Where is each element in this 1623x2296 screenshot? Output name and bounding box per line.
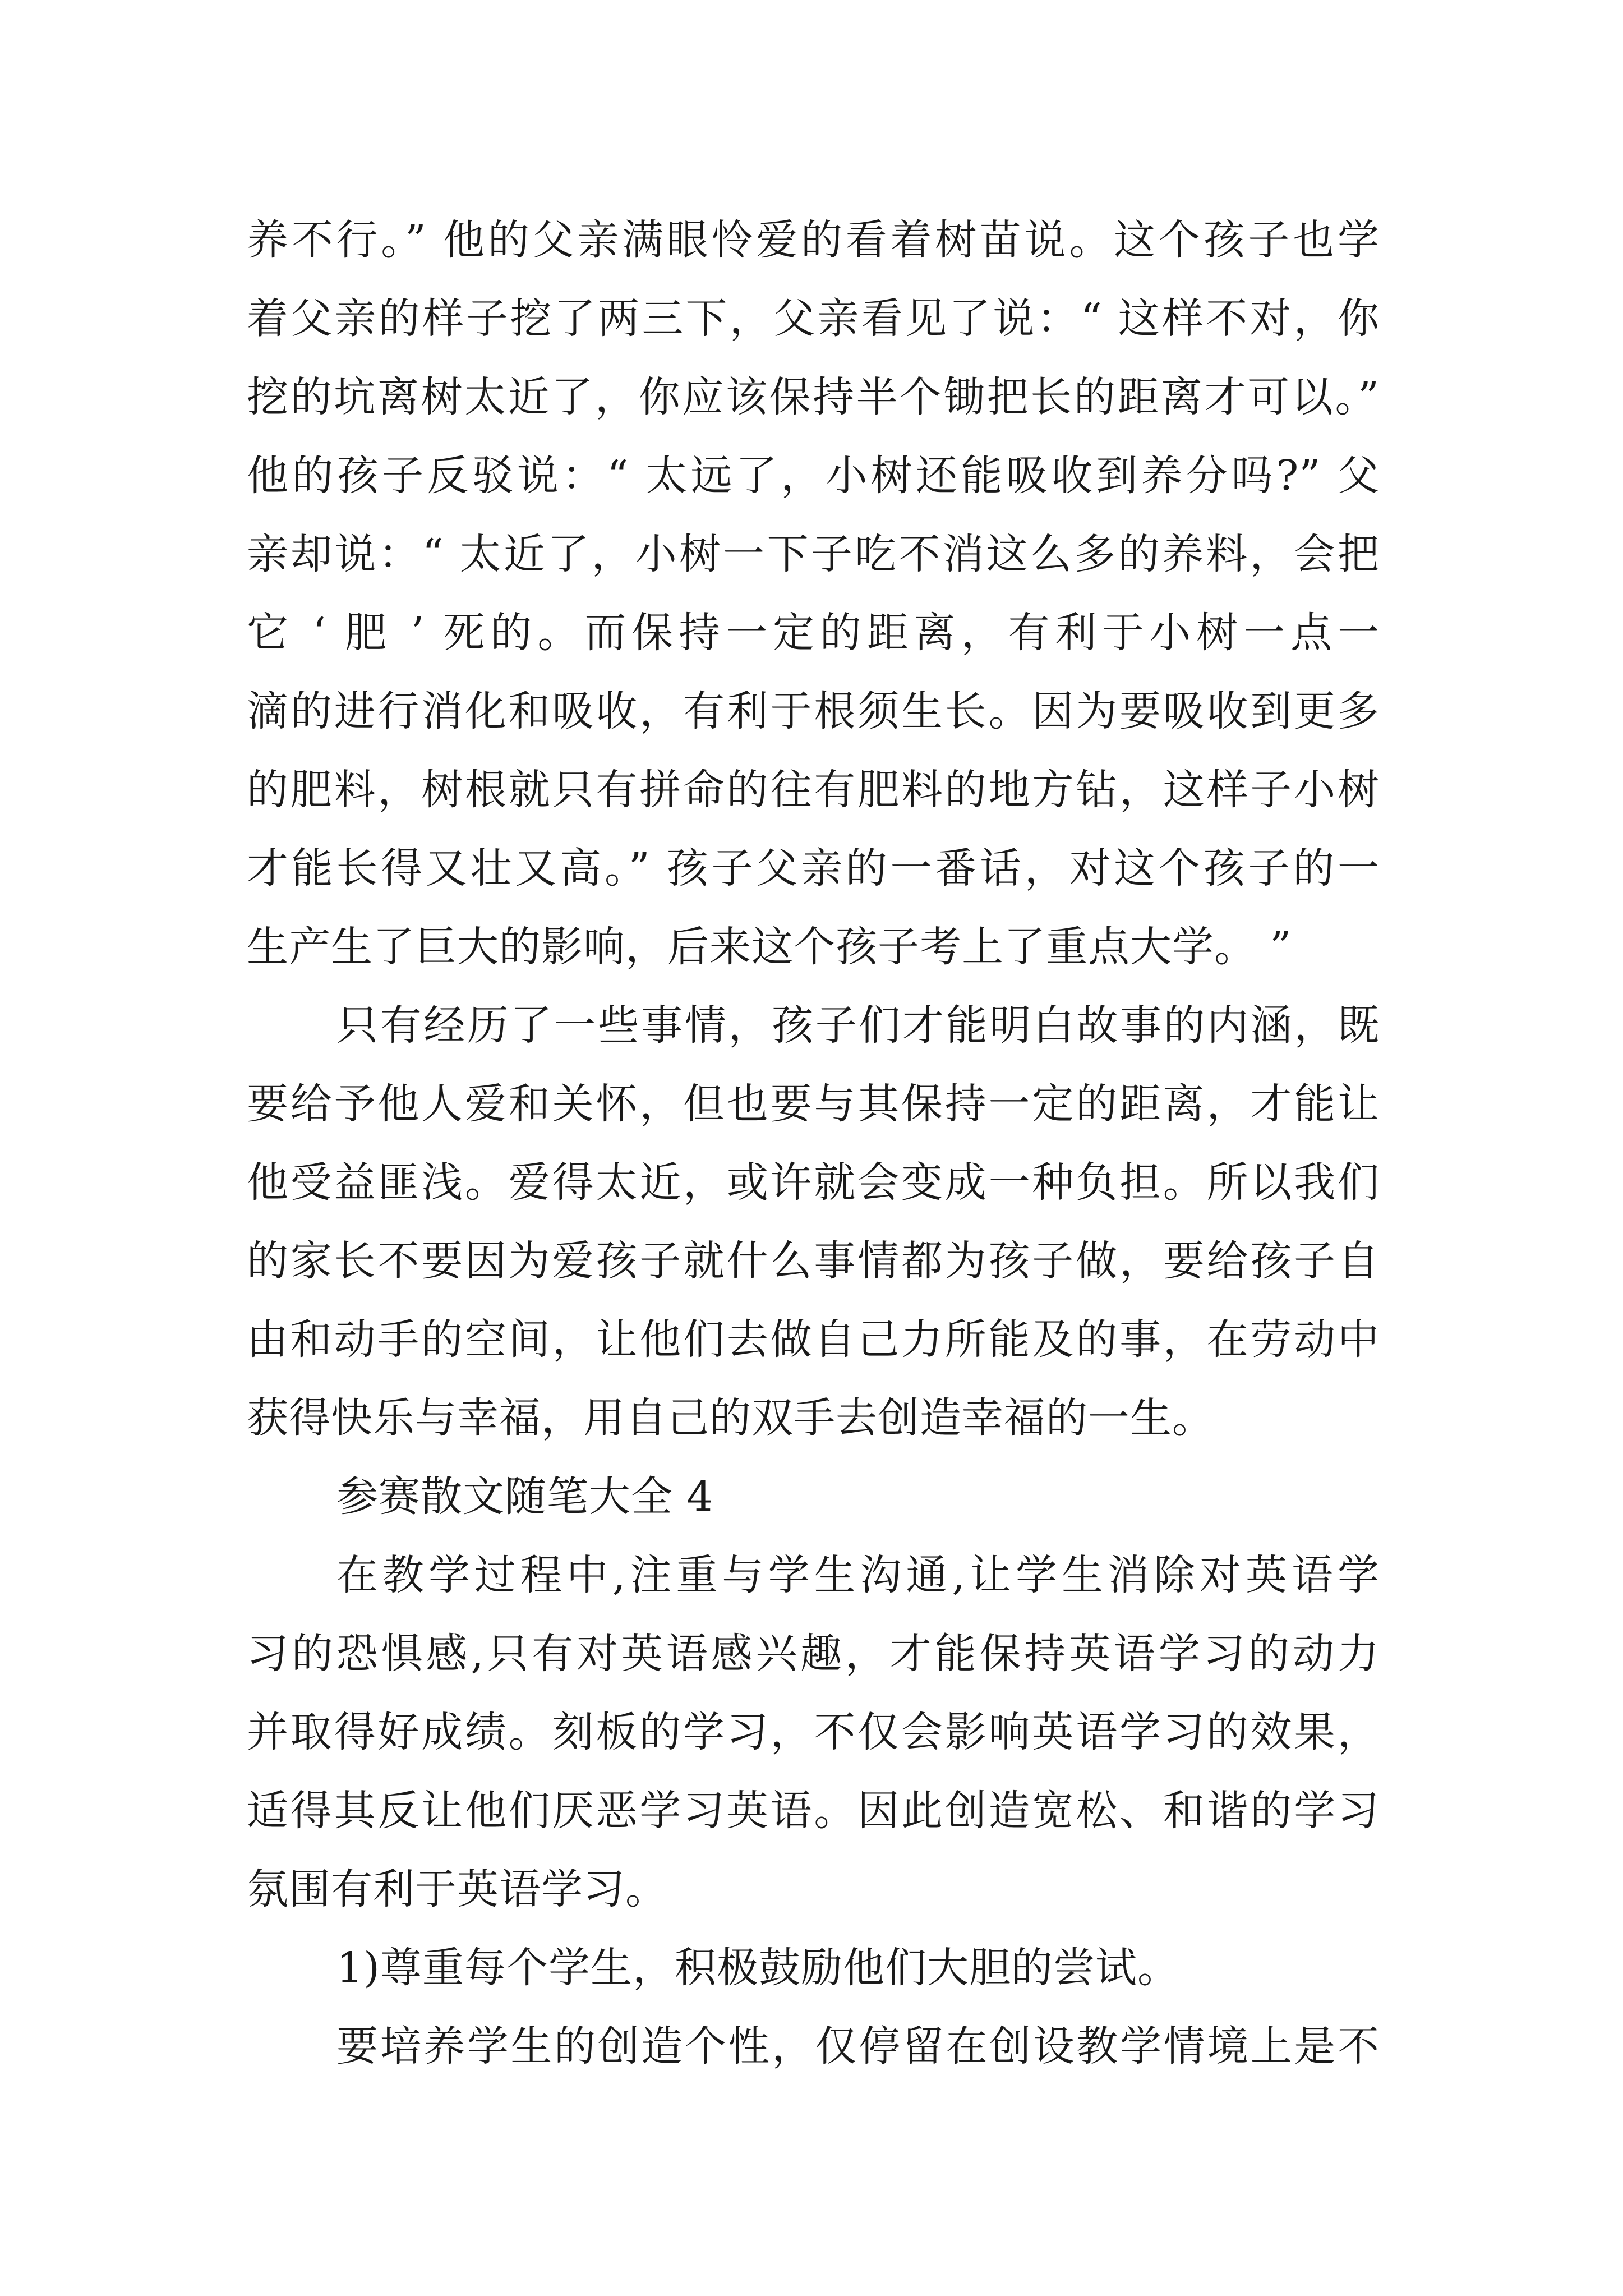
text-line: 挖的坑离树太近了，你应该保持半个锄把长的距离才可以。” [247, 373, 1380, 421]
text-line: 生产生了巨大的影响，后来这个孩子考上了重点大学。 ” [247, 923, 1292, 971]
list-item: 1)尊重每个学生，积极鼓励他们大胆的尝试。 [336, 1944, 1179, 1992]
text-line: 养不行。” 他的父亲满眼怜爱的看着树苗说。这个孩子也学 [247, 216, 1380, 264]
text-line: 才能长得又壮又高。” 孩子父亲的一番话，对这个孩子的一 [247, 844, 1380, 892]
section-heading: 参赛散文随笔大全 4 [336, 1473, 714, 1521]
text-line: 它 ‘ 肥 ’ 死的。而保持一定的距离，有利于小树一点一 [247, 609, 1380, 657]
text-line: 他受益匪浅。爱得太近，或许就会变成一种负担。所以我们 [247, 1158, 1380, 1207]
text-line: 的肥料，树根就只有拼命的往有肥料的地方钻，这样子小树 [247, 766, 1380, 814]
text-line: 并取得好成绩。刻板的学习，不仅会影响英语学习的效果， [247, 1708, 1380, 1756]
text-line: 亲却说：“ 太近了，小树一下子吃不消这么多的养料，会把 [247, 530, 1380, 578]
text-line: 获得快乐与幸福，用自己的双手去创造幸福的一生。 [247, 1394, 1214, 1442]
paragraph-first-line: 只有经历了一些事情，孩子们才能明白故事的内涵，既 [336, 1001, 1380, 1050]
text-line: 要给予他人爱和关怀，但也要与其保持一定的距离，才能让 [247, 1080, 1380, 1128]
paragraph-first-line: 在教学过程中,注重与学生沟通,让学生消除对英语学 [336, 1551, 1380, 1599]
text-line: 由和动手的空间，让他们去做自己力所能及的事，在劳动中 [247, 1315, 1380, 1364]
paragraph-first-line: 要培养学生的创造个性，仅停留在创设教学情境上是不 [336, 2022, 1380, 2070]
text-line: 氛围有利于英语学习。 [247, 1865, 667, 1913]
text-line: 滴的进行消化和吸收，有利于根须生长。因为要吸收到更多 [247, 687, 1380, 735]
text-line: 适得其反让他们厌恶学习英语。因此创造宽松、和谐的学习 [247, 1787, 1380, 1835]
text-line: 的家长不要因为爱孩子就什么事情都为孩子做，要给孩子自 [247, 1237, 1380, 1285]
text-line: 他的孩子反驳说：“ 太远了，小树还能吸收到养分吗?” 父 [247, 452, 1380, 500]
text-line: 着父亲的样子挖了两三下，父亲看见了说：“ 这样不对，你 [247, 295, 1380, 343]
text-line: 习的恐惧感,只有对英语感兴趣，才能保持英语学习的动力 [247, 1630, 1380, 1678]
